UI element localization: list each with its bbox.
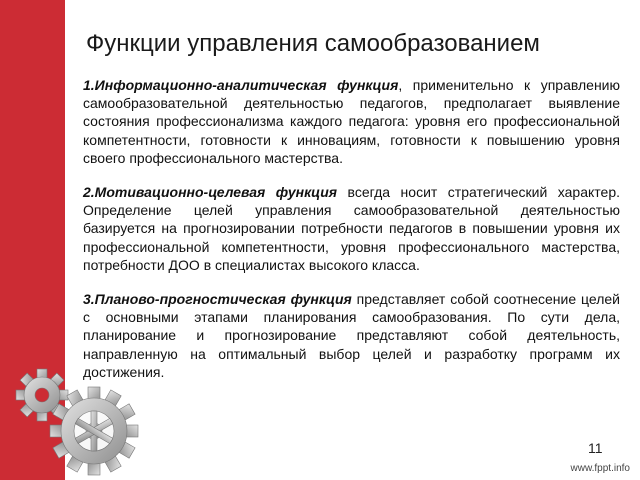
function-paragraph-3 <box>83 290 620 381</box>
function-text-2: всегда носит стратегический характер. Определение целей управления самообразовательной деятельностью базируется на прогнозировании потребности педагогов в повышении уровня их профессиональной компетентности, уровня профессионального мастерства, потребности ДОО в специалистах высокого класса. <box>83 184 621 273</box>
function-heading-2: 2.Мотивационно-целевая функция <box>83 184 338 201</box>
function-paragraph-2 <box>83 183 620 274</box>
function-heading-1: 1.Информационно-аналитическая функция <box>83 77 399 93</box>
function-paragraph-1 <box>83 76 620 167</box>
function-text-1: , применительно к управлению самообразовательной деятельностью педагогов, предполагает выявление состояния профессионализма каждого педагога: уровня его профессиональной компетентности, готовности к инновациям, готовности к повышению уровня своего профессионального мастерства. <box>83 77 620 166</box>
page-number: 11 <box>588 440 603 456</box>
function-heading-3: 3.Планово-прогностическая функция <box>83 291 352 308</box>
site-watermark: www.fppt.info <box>570 463 630 474</box>
function-text-3: представляет собой соотнесение целей с основными этапами планирования самообразования. По сути дела, планирование и прогнозирование представляют собой деятельность, направленную на оптимальный выбор целей и разработку программ их достижения. <box>83 291 620 380</box>
slide-title: Функции управления самообразованием <box>86 30 540 57</box>
functions-list <box>83 76 620 397</box>
